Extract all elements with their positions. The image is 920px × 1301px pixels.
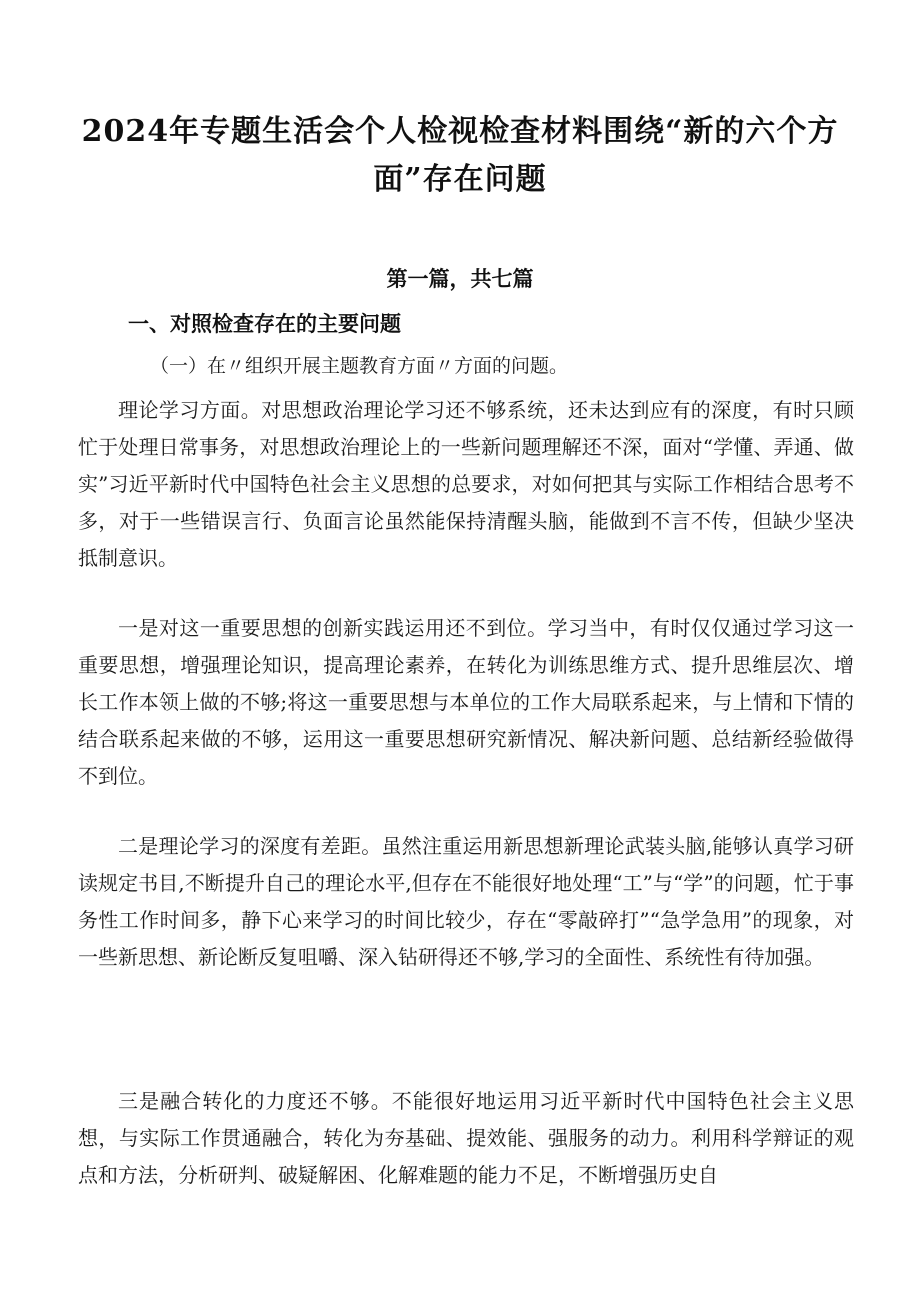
sub-heading: （一）在〃组织开展主题教育方面〃方面的问题。: [150, 355, 569, 377]
section-label: 第一篇，共七篇: [386, 267, 534, 291]
paragraph: 二是理论学习的深度有差距。虽然注重运用新思想新理论武装头脑,能够认真学习研读规定书目,不断提升自己的理论水平,但存在不能很好地处理“工”与“学”的问题，忙于事务性工作时间多，静下心来学习的时间比较少，存在“零敲碎打”“急学急用”的现象，对一些新思想、新论断反复咀嚼、深入钻研得还不够,学习的全面性、系统性有待加强。: [78, 834, 854, 969]
paragraph: 三是融合转化的力度还不够。不能很好地运用习近平新时代中国特色社会主义思想，与实际工作贯通融合，转化为夯基础、提效能、强服务的动力。利用科学辩证的观点和方法，分析研判、破疑解困、化解难题的能力不足，不断增强历史自: [78, 1089, 854, 1187]
paragraph: 理论学习方面。对思想政治理论学习还不够系统，还未达到应有的深度，有时只顾忙于处理日常事务，对思想政治理论上的一些新问题理解还不深，面对“学懂、弄通、做实”习近平新时代中国特色社会主义思想的总要求，对如何把其与实际工作相结合思考不多，对于一些错误言行、负面言论虽然能保持清醒头脑，能做到不言不传，但缺少坚决抵制意识。: [78, 398, 854, 570]
heading-level-1: 一、对照检查存在的主要问题: [128, 312, 401, 336]
paragraph: 一是对这一重要思想的创新实践运用还不到位。学习当中，有时仅仅通过学习这一重要思想，增强理论知识，提高理论素养，在转化为训练思维方式、提升思维层次、增长工作本领上做的不够;将这一重要思想与本单位的工作大局联系起来，与上情和下情的结合联系起来做的不够，运用这一重要思想研究新情况、解决新问题、总结新经验做得不到位。: [78, 616, 854, 788]
document-title: 2024年专题生活会个人检视检查材料围绕“新的六个方面”存在问题: [81, 114, 839, 197]
